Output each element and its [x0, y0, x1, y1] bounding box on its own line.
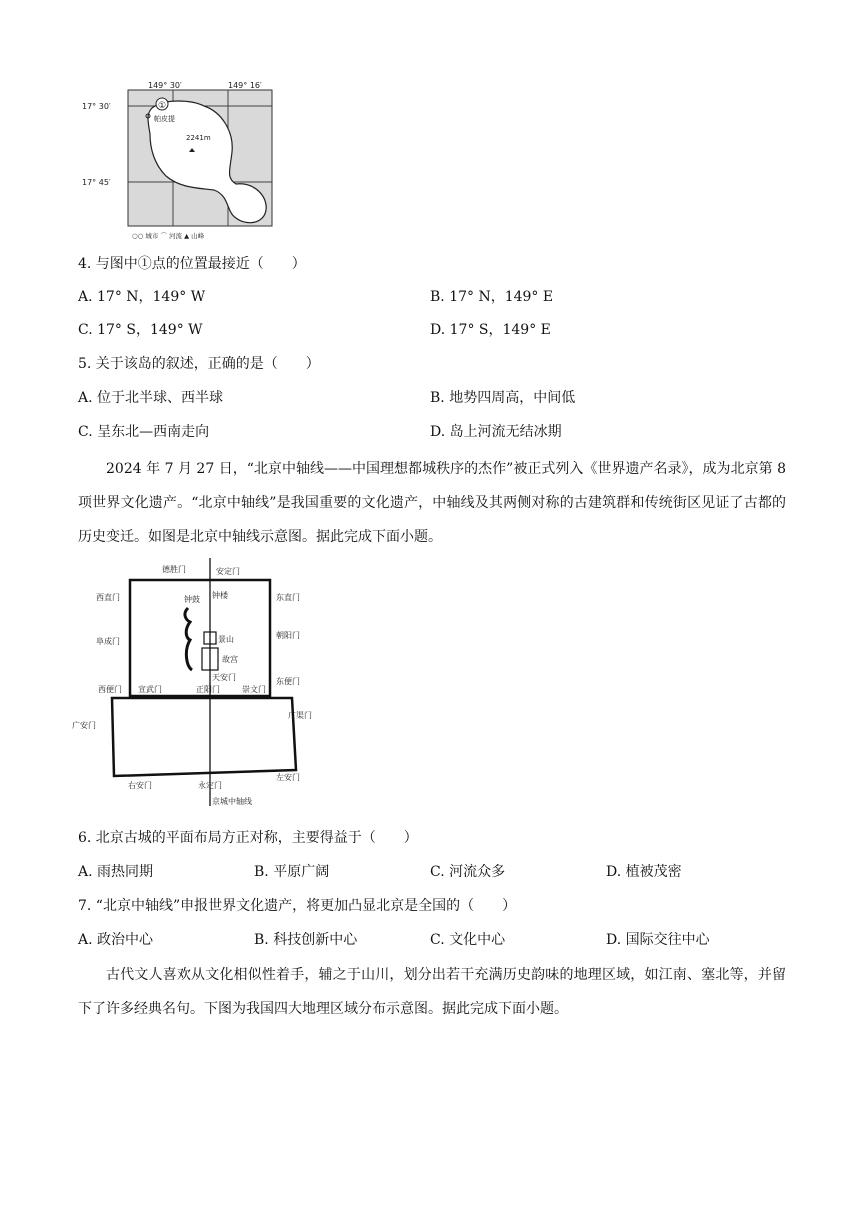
passage-geo-regions: 古代文人喜欢从文化相似性着手，辅之于山川，划分出若干充满历史韵味的地理区域，如江南、塞北等，并留下了许多经典名句。下图为我国四大地理区域分布示意图。据此完成下面小题。 [78, 967, 786, 1017]
gate-chongwenmen: 崇文门 [242, 685, 266, 694]
q4-option-b[interactable]: B. 17° N，149° E [430, 289, 554, 305]
q5-option-a[interactable]: A. 位于北半球、西半球 [78, 390, 224, 406]
gate-deshengmen: 德胜门 [162, 565, 186, 574]
gate-xuanwumen: 宣武门 [138, 685, 162, 694]
q6-option-d[interactable]: D. 植被茂密 [606, 864, 682, 880]
q4-option-d[interactable]: D. 17° S，149° E [430, 322, 551, 338]
gate-dongzhimen: 东直门 [276, 593, 300, 602]
label-zhonggu: 钟鼓 [184, 595, 200, 604]
lon-label-a: 149° 30′ [148, 81, 182, 90]
map-legend: ○○ 城市 ⌒ 河流 ▲ 山峰 [132, 232, 205, 240]
lon-label-b: 149° 16′ [228, 81, 262, 90]
passage-beijing-axis: 2024 年 7 月 27 日，“北京中轴线——中国理想都城秩序的杰作”被正式列入《世界遗产名录》，成为北京第 8 项世界文化遗产。“北京中轴线”是我国重要的文化遗产，中轴线及其两侧对称的古建筑群和传统街区见证了古都的历史变迁。如图是北京中轴线示意图。据此完成下面小题。 [78, 461, 786, 545]
gate-andingmen: 安定门 [216, 567, 240, 576]
label-tiananmen: 天安门 [212, 673, 236, 682]
gate-xibianmen: 西便门 [98, 685, 122, 694]
q5-option-d[interactable]: D. 岛上河流无结冰期 [430, 424, 562, 440]
gate-yongdingmen: 永定门 [198, 781, 222, 790]
label-gugong: 故宫 [222, 655, 238, 664]
q6-option-b[interactable]: B. 平原广阔 [254, 864, 330, 880]
q7-option-b[interactable]: B. 科技创新中心 [254, 932, 358, 948]
point-label: ① [158, 101, 167, 111]
label-axis: 京城中轴线 [212, 797, 252, 806]
gate-dongbianmen: 东便门 [276, 677, 300, 686]
lat-label-a: 17° 30′ [82, 102, 111, 111]
lat-label-b: 17° 45′ [82, 178, 111, 187]
q7-stem: 7. “北京中轴线”申报世界文化遗产，将更加凸显北京是全国的（ ） [78, 898, 517, 914]
gate-youanmen: 右安门 [128, 781, 152, 790]
island-map [80, 78, 276, 242]
q6-option-c[interactable]: C. 河流众多 [430, 864, 506, 880]
label-zhonglou: 钟楼 [212, 591, 228, 600]
gate-zhengyangmen: 正阳门 [196, 685, 220, 694]
q7-option-d[interactable]: D. 国际交往中心 [606, 932, 710, 948]
gate-xizhimen: 西直门 [96, 593, 120, 602]
gate-guanganmen: 广安门 [72, 721, 96, 730]
label-jingshan: 景山 [218, 635, 234, 644]
gate-chaoyangmen: 朝阳门 [276, 631, 300, 640]
city-label: 帕皮提 [154, 115, 175, 123]
gate-guangqumen: 广渠门 [288, 711, 312, 720]
gate-fuchengmen: 阜成门 [96, 637, 120, 646]
q5-option-c[interactable]: C. 呈东北—西南走向 [78, 424, 210, 440]
q7-option-c[interactable]: C. 文化中心 [430, 932, 506, 948]
q7-option-a[interactable]: A. 政治中心 [78, 932, 154, 948]
q4-option-c[interactable]: C. 17° S，149° W [78, 322, 203, 338]
q4-stem: 4. 与图中①点的位置最接近（ ） [78, 256, 306, 272]
q6-stem: 6. 北京古城的平面布局方正对称，主要得益于（ ） [78, 830, 418, 846]
peak-label: 2241m [186, 134, 211, 142]
beijing-axis-map [66, 556, 328, 810]
q5-stem: 5. 关于该岛的叙述，正确的是（ ） [78, 356, 320, 372]
q6-option-a[interactable]: A. 雨热同期 [78, 864, 154, 880]
q5-option-b[interactable]: B. 地势四周高，中间低 [430, 390, 576, 406]
q4-option-a[interactable]: A. 17° N，149° W [78, 289, 206, 305]
gate-zuoanmen: 左安门 [276, 773, 300, 782]
